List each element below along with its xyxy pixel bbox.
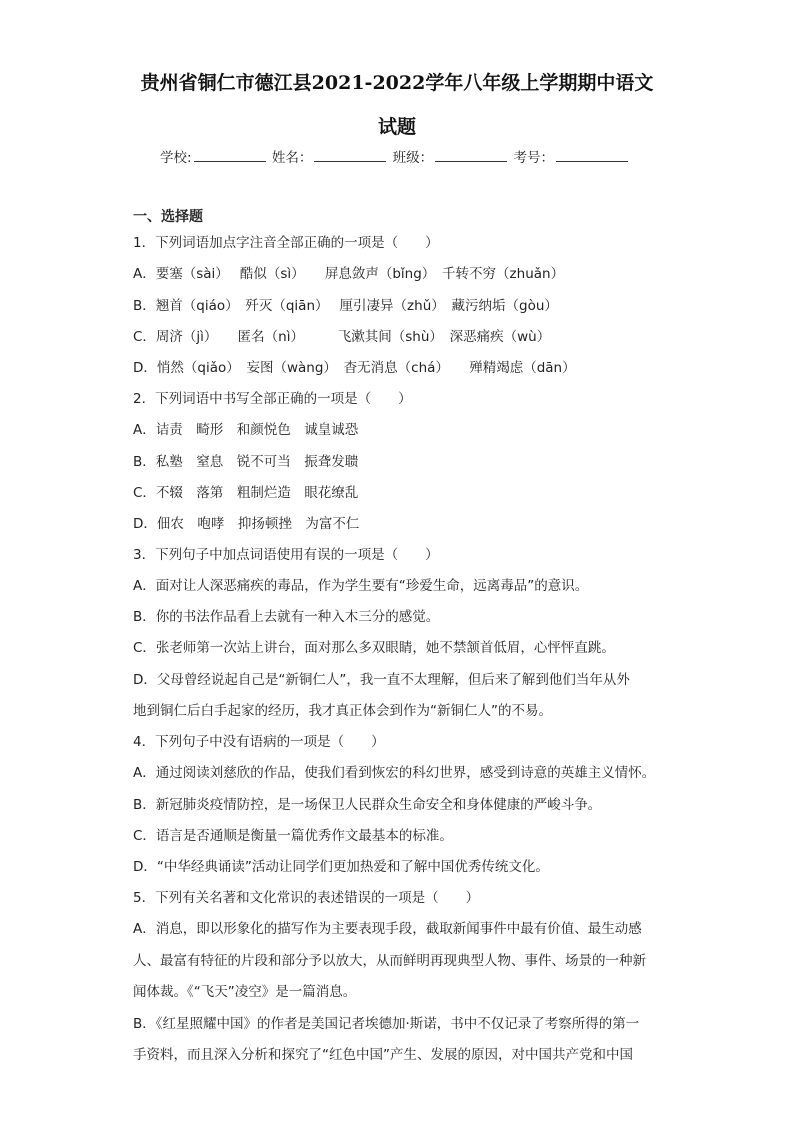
text-line: 手资料，而且深入分析和探究了“红色中国”产生、发展的原因，对中国共产党和中国 bbox=[133, 1047, 633, 1063]
text-line: 4．下列句子中没有语病的一项是（ ） bbox=[133, 734, 385, 750]
text-line: D．“中华经典诵读”活动让同学们更加热爱和了解中国优秀传统文化。 bbox=[133, 859, 549, 875]
text-line: A．要塞（sài） 酷似（sì） 屏息敛声（bǐng） 千转不穷（zhuǎn） bbox=[133, 266, 565, 282]
school-label: 学校: bbox=[160, 150, 192, 166]
exam-number-blank[interactable] bbox=[556, 149, 628, 162]
text-line: C．语言是否通顺是衡量一篇优秀作文最基本的标准。 bbox=[133, 828, 453, 844]
text-line: 3．下列句子中加点词语使用有误的一项是（ ） bbox=[133, 547, 439, 563]
text-line: 2．下列词语中书写全部正确的一项是（ ） bbox=[133, 391, 412, 407]
name-blank[interactable] bbox=[314, 149, 386, 162]
student-info-row bbox=[160, 146, 630, 166]
exam-number-label: 考号： bbox=[513, 150, 554, 166]
text-line: D．父母曾经说起自己是“新铜仁人”，我一直不太理解，但后来了解到他们当年从外 bbox=[133, 672, 630, 688]
text-line: B．私塾 窒息 锐不可当 振聋发聩 bbox=[133, 454, 359, 470]
text-line: C．不辍 落第 粗制烂造 眼花缭乱 bbox=[133, 485, 359, 501]
text-line: D．悄然（qiǎo） 妄图（wàng） 杳无消息（chá） 殚精竭虑（dān） bbox=[133, 360, 576, 376]
text-line: A．面对让人深恶痛疾的毒品，作为学生要有“珍爱生命，远离毒品”的意识。 bbox=[133, 578, 589, 594]
text-line: D．佃农 咆哮 抑扬顿挫 为富不仁 bbox=[133, 516, 360, 532]
text-line: 人、最富有特征的片段和部分予以放大，从而鲜明再现典型人物、事件、场景的一种新 bbox=[133, 953, 646, 969]
name-label: 姓名： bbox=[271, 150, 313, 166]
class-label: 班级： bbox=[392, 150, 434, 166]
section-heading: 一、选择题 bbox=[133, 209, 203, 225]
text-line: A．通过阅读刘慈欣的作品，使我们看到恢宏的科幻世界，感受到诗意的英雄主义情怀。 bbox=[133, 765, 656, 781]
text-line: C．周济（jì） 匿名（nì） 飞漱其间（shù） 深恶痛疾（wù） bbox=[133, 329, 551, 345]
text-line: 5．下列有关名著和文化常识的表述错误的一项是（ ） bbox=[133, 890, 480, 906]
text-line: 地到铜仁后白手起家的经历，我才真正体会到作为“新铜仁人”的不易。 bbox=[133, 703, 552, 719]
text-line: B．新冠肺炎疫情防控，是一场保卫人民群众生命安全和身体健康的严峻斗争。 bbox=[133, 797, 602, 813]
text-line: B．你的书法作品看上去就有一种入木三分的感觉。 bbox=[133, 609, 440, 625]
class-blank[interactable] bbox=[435, 149, 507, 162]
page-title-continued: 试题 bbox=[377, 116, 416, 138]
text-line: C．张老师第一次站上讲台，面对那么多双眼睛，她不禁颔首低眉，心怦怦直跳。 bbox=[133, 640, 615, 656]
text-line: B．翘首（qiáo） 歼灭（qiān） 厘引凄异（zhǔ） 藏污纳垢（gòu） bbox=[133, 298, 558, 314]
text-line: B．《红星照耀中国》的作者是美国记者埃德加·斯诺，书中不仅记录了考察所得的第一 bbox=[133, 1016, 640, 1032]
school-blank[interactable] bbox=[194, 149, 266, 162]
page-title: 贵州省铜仁市德江县2021-2022学年八年级上学期期中语文 bbox=[140, 72, 654, 94]
text-line: 1．下列词语加点字注音全部正确的一项是（ ） bbox=[133, 235, 439, 251]
text-line: A．消息，即以形象化的描写作为主要表现手段，截取新闻事件中最有价值、最生动感 bbox=[133, 921, 642, 937]
text-line: 闻体裁。《“飞天”凌空》是一篇消息。 bbox=[133, 984, 357, 1000]
text-line: A．诘责 畸形 和颜悦色 诚皇诚恐 bbox=[133, 422, 359, 438]
